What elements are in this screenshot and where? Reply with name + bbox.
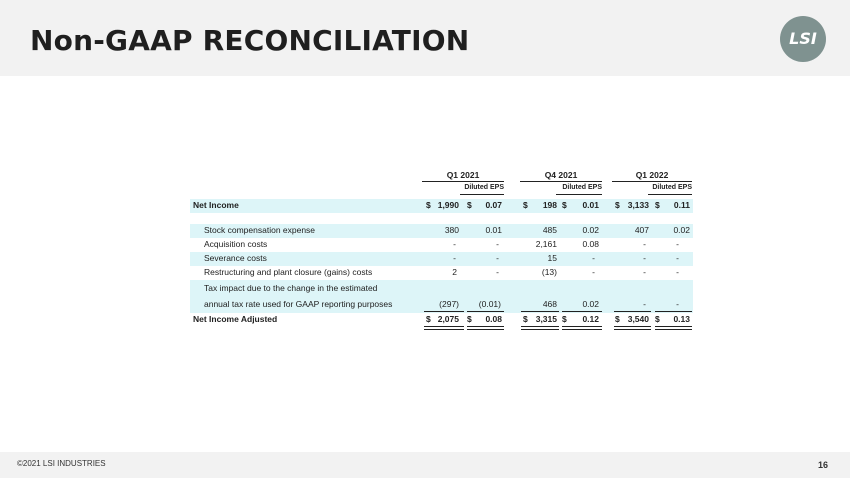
eps-cell: 0.01 (485, 225, 502, 235)
double-underline (655, 326, 692, 330)
value-cell: 2,161 (535, 239, 557, 249)
value-cell: (13) (541, 267, 557, 277)
value-cell: 1,990 (437, 200, 459, 210)
copyright-text: ©2021 LSI INDUSTRIES (17, 459, 106, 468)
double-underline (424, 326, 464, 330)
value-cell: 3,133 (627, 200, 649, 210)
double-underline (521, 326, 559, 330)
value-cell: 3,540 (627, 314, 649, 324)
dollar-sign: $ (655, 200, 660, 210)
underline (521, 311, 559, 312)
eps-cell: - (496, 267, 499, 277)
table-row (190, 313, 693, 327)
eps-cell: 0.13 (673, 314, 690, 324)
row-label: Net Income (193, 200, 239, 210)
period-header-q4-2021: Q4 2021 (520, 170, 602, 182)
eps-cell: - (592, 267, 595, 277)
eps-cell: - (592, 253, 595, 263)
dollar-sign: $ (615, 314, 620, 324)
dollar-sign: $ (655, 314, 660, 324)
value-cell: 485 (542, 225, 557, 235)
eps-cell: - (676, 267, 679, 277)
eps-cell: - (496, 239, 499, 249)
double-underline (614, 326, 651, 330)
row-label: Acquisition costs (204, 239, 268, 249)
eps-header-q1-2021: Diluted EPS (460, 184, 504, 195)
value-cell: - (643, 267, 646, 277)
underline (424, 311, 464, 312)
value-cell: 407 (634, 225, 649, 235)
eps-cell: 0.02 (582, 299, 599, 309)
eps-cell: 0.02 (582, 225, 599, 235)
value-cell: - (453, 253, 456, 263)
period-header-q1-2022: Q1 2022 (612, 170, 692, 182)
eps-cell: 0.08 (582, 239, 599, 249)
row-label: Restructuring and plant closure (gains) costs (204, 267, 373, 277)
underline (614, 311, 651, 312)
value-cell: - (643, 253, 646, 263)
eps-cell: 0.08 (485, 314, 502, 324)
table-row (190, 280, 693, 299)
eps-header-q4-2021: Diluted EPS (556, 184, 602, 195)
row-label: Tax impact due to the change in the estimated (204, 283, 378, 293)
eps-cell: - (496, 253, 499, 263)
eps-cell: 0.02 (673, 225, 690, 235)
eps-cell: - (676, 253, 679, 263)
underline (655, 311, 692, 312)
dollar-sign: $ (426, 314, 431, 324)
logo-text: LSI (789, 29, 817, 48)
eps-cell: 0.12 (582, 314, 599, 324)
eps-cell: 0.01 (582, 200, 599, 210)
value-cell: 15 (547, 253, 557, 263)
dollar-sign: $ (426, 200, 431, 210)
value-cell: 3,315 (535, 314, 557, 324)
value-cell: 2,075 (437, 314, 459, 324)
value-cell: 380 (444, 225, 459, 235)
value-cell: - (643, 299, 646, 309)
table-row (190, 238, 693, 252)
table-row (190, 266, 693, 280)
eps-cell: 0.07 (485, 200, 502, 210)
double-underline (467, 326, 504, 330)
table-row (190, 199, 693, 213)
table-row (190, 252, 693, 266)
dollar-sign: $ (562, 200, 567, 210)
underline (467, 311, 504, 312)
page-number: 16 (817, 460, 828, 470)
row-label: Stock compensation expense (204, 225, 316, 235)
value-cell: (297) (439, 299, 459, 309)
eps-cell: 0.11 (673, 200, 690, 210)
lsi-logo (780, 16, 826, 62)
value-cell: - (643, 239, 646, 249)
eps-cell: (0.01) (478, 299, 501, 309)
underline (562, 311, 602, 312)
dollar-sign: $ (562, 314, 567, 324)
eps-cell: - (676, 239, 679, 249)
dollar-sign: $ (467, 314, 472, 324)
row-label: Severance costs (204, 253, 267, 263)
value-cell: - (453, 239, 456, 249)
page-title: Non-GAAP RECONCILIATION (30, 24, 470, 57)
eps-header-q1-2022: Diluted EPS (648, 184, 692, 195)
table-row (190, 224, 693, 238)
double-underline (562, 326, 602, 330)
row-label: annual tax rate used for GAAP reporting purposes (204, 299, 393, 309)
period-header-q1-2021: Q1 2021 (422, 170, 504, 182)
value-cell: 2 (452, 267, 457, 277)
footer-bar (0, 452, 850, 478)
dollar-sign: $ (523, 314, 528, 324)
dollar-sign: $ (523, 200, 528, 210)
value-cell: 468 (542, 299, 557, 309)
value-cell: 198 (542, 200, 557, 210)
dollar-sign: $ (467, 200, 472, 210)
eps-cell: - (676, 299, 679, 309)
dollar-sign: $ (615, 200, 620, 210)
row-label: Net Income Adjusted (193, 314, 278, 324)
